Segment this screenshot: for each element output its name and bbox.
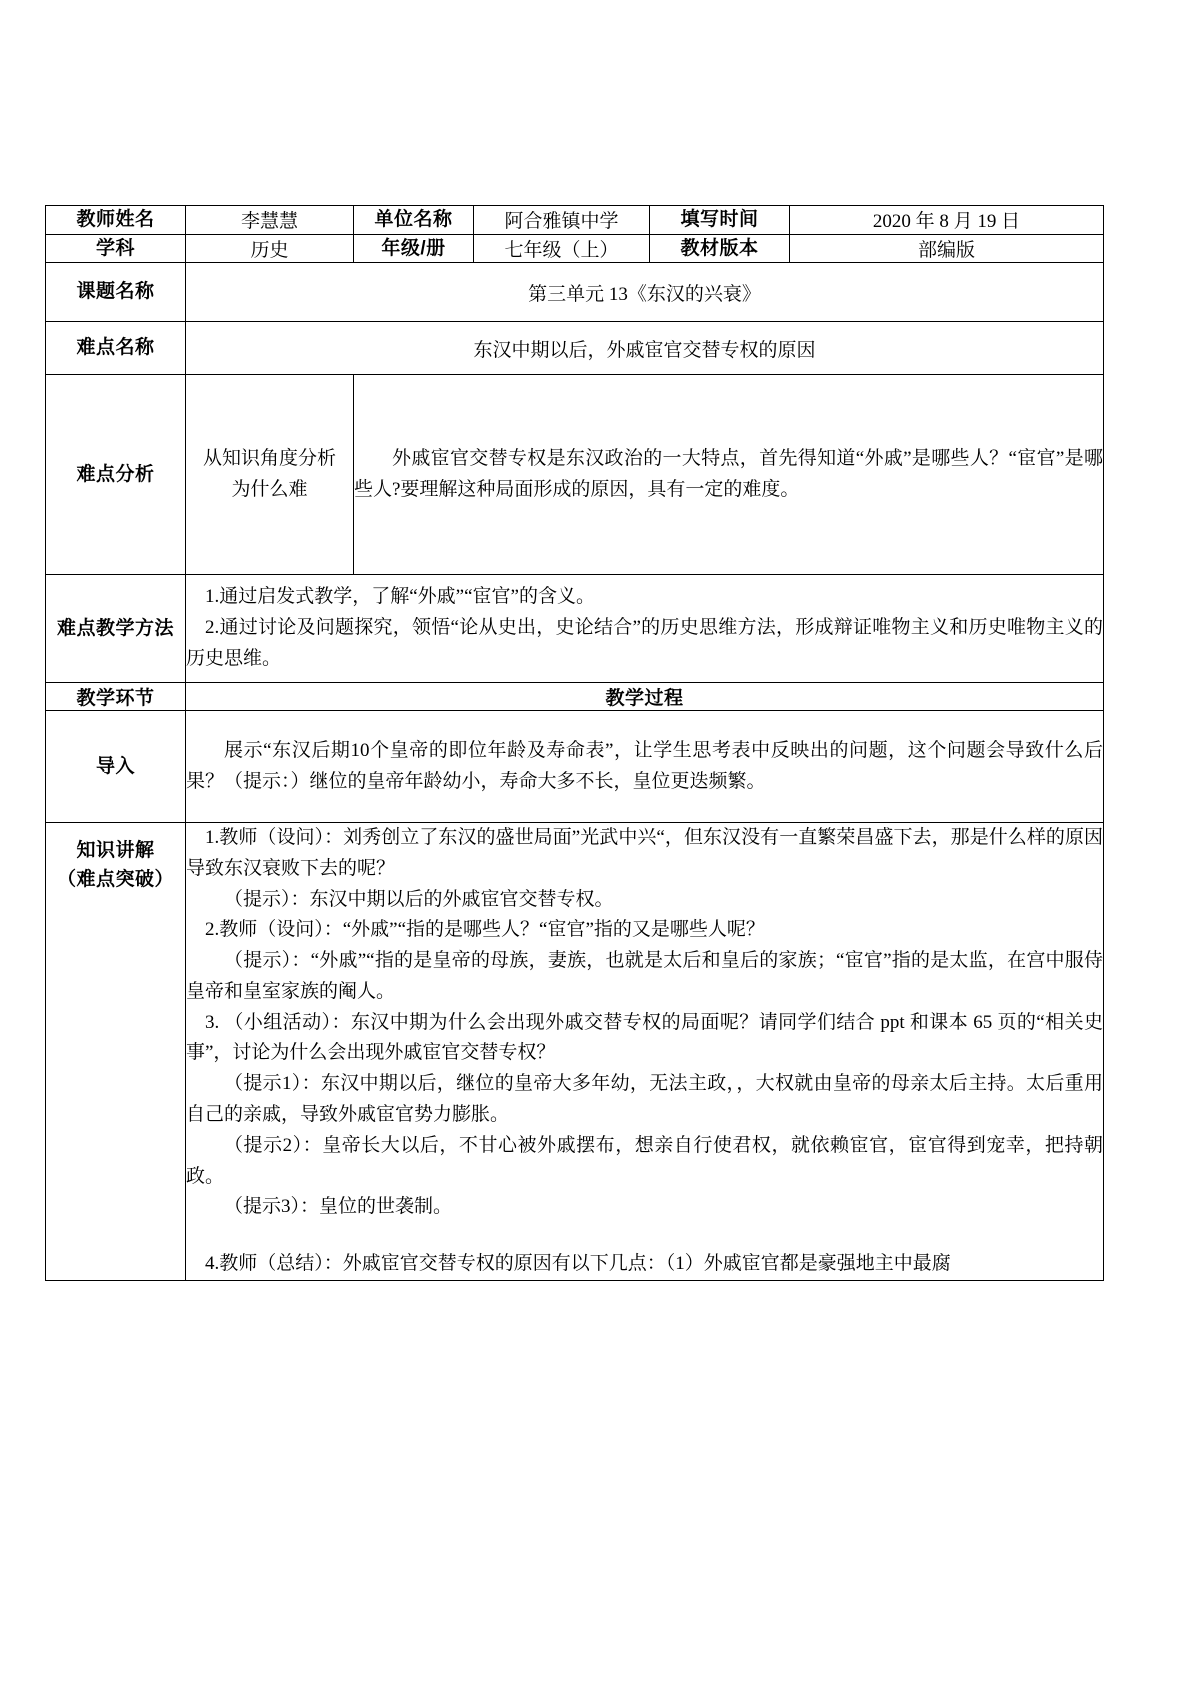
difficulty-analysis-text: 外戚宦官交替专权是东汉政治的一大特点，首先得知道“外戚”是哪些人？“宦官”是哪些人?要理解这种局面形成的原因，具有一定的难度。 (354, 447, 1103, 500)
difficulty-analysis-text-cell (354, 375, 1104, 575)
table-row-difficulty-name (46, 322, 1104, 375)
knowledge-label-line1: 知识讲解 (76, 840, 155, 862)
teaching-method-cell (186, 575, 1104, 683)
knowledge-label-line2: （难点突破） (56, 868, 174, 890)
process-column-header: 教学过程 (186, 683, 1104, 711)
knowledge-paragraph: 2.教师（设问）：“外戚”“指的是哪些人？“宦官”指的又是哪些人呢？ (205, 919, 765, 941)
teaching-method-line2: 2.通过讨论及问题探究，领悟“论从史出，史论结合”的历史思维方法，形成辩证唯物主义和历史唯物主义的历史思维。 (186, 617, 1103, 669)
intro-cell (186, 711, 1104, 823)
difficulty-name-label: 难点名称 (46, 322, 186, 375)
knowledge-paragraph: （提示）：“外戚”“指的是皇帝的母族，妻族，也就是太后和皇后的家族；“宦官”指的是太监，在宫中服侍皇帝和皇室家族的阉人。 (186, 950, 1103, 1002)
table-row-knowledge (46, 823, 1104, 1281)
table-row-teaching-method (46, 575, 1104, 683)
difficulty-name-value: 东汉中期以后，外戚宦官交替专权的原因 (186, 322, 1104, 375)
table-row-process-header (46, 683, 1104, 711)
table-row-subject-info (46, 234, 1104, 263)
teaching-method-label: 难点教学方法 (46, 575, 186, 683)
subject-value: 历史 (186, 234, 354, 263)
unit-name-label: 单位名称 (354, 206, 474, 235)
textbook-version-value: 部编版 (790, 234, 1104, 263)
lesson-plan-table (45, 205, 1104, 1281)
knowledge-paragraph: （提示）：东汉中期以后的外戚宦官交替专权。 (224, 888, 614, 910)
knowledge-paragraph: 1.教师（设问）：刘秀创立了东汉的盛世局面”光武中兴“，但东汉没有一直繁荣昌盛下去，那是什么样的原因导致东汉衰败下去的呢？ (186, 827, 1103, 879)
stage-column-header: 教学环节 (46, 683, 186, 711)
knowledge-paragraph: （提示1）：东汉中期以后，继位的皇帝大多年幼，无法主政，，大权就由皇帝的母亲太后主持。太后重用自己的亲戚，导致外戚宦官势力膨胀。 (186, 1073, 1103, 1125)
difficulty-analysis-sublabel-line2: 为什么难 (231, 478, 308, 500)
difficulty-analysis-sublabel (186, 375, 354, 575)
table-row-intro (46, 711, 1104, 823)
table-row-teacher-info (46, 206, 1104, 235)
knowledge-paragraph: （提示2）：皇帝长大以后，不甘心被外戚摆布，想亲自行使君权，就依赖宦官，宦官得到宠幸，把持朝政。 (186, 1134, 1103, 1187)
difficulty-analysis-label: 难点分析 (46, 375, 186, 575)
table-row-topic (46, 263, 1104, 322)
difficulty-analysis-sublabel-line1: 从知识角度分析 (202, 448, 336, 470)
knowledge-label (46, 823, 186, 1281)
topic-value: 第三单元 13《东汉的兴衰》 (186, 263, 1104, 322)
subject-label: 学科 (46, 234, 186, 263)
grade-volume-label: 年级/册 (354, 234, 474, 263)
textbook-version-label: 教材版本 (650, 234, 790, 263)
teacher-name-label: 教师姓名 (46, 206, 186, 235)
teacher-name-value: 李慧慧 (186, 206, 354, 235)
table-row-difficulty-analysis (46, 375, 1104, 575)
knowledge-cell (186, 823, 1104, 1281)
grade-volume-value: 七年级（上） (474, 234, 650, 263)
teaching-method-line1: 1.通过启发式教学，了解“外戚”“宦官”的含义。 (205, 586, 595, 608)
knowledge-paragraph: （提示3）：皇位的世袭制。 (224, 1196, 453, 1218)
fill-date-label: 填写时间 (650, 206, 790, 235)
fill-date-value: 2020 年 8 月 19 日 (790, 206, 1104, 235)
paragraph-spacer (186, 1223, 1103, 1249)
knowledge-paragraph: 4.教师（总结）：外戚宦官交替专权的原因有以下几点：（1）外戚宦官都是豪强地主中最腐 (205, 1253, 951, 1275)
intro-label: 导入 (46, 711, 186, 823)
intro-text: 展示“东汉后期10个皇帝的即位年龄及寿命表”，让学生思考表中反映出的问题，这个问题会导致什么后果？（提示：）继位的皇帝年龄幼小，寿命大多不长，皇位更迭频繁。 (186, 739, 1103, 792)
topic-label: 课题名称 (46, 263, 186, 322)
unit-name-value: 阿合雅镇中学 (474, 206, 650, 235)
knowledge-paragraph: 3. （小组活动）：东汉中期为什么会出现外戚交替专权的局面呢？请同学们结合 ppt 和课本 65 页的“相关史事”，讨论为什么会出现外戚宦官交替专权？ (186, 1011, 1103, 1064)
